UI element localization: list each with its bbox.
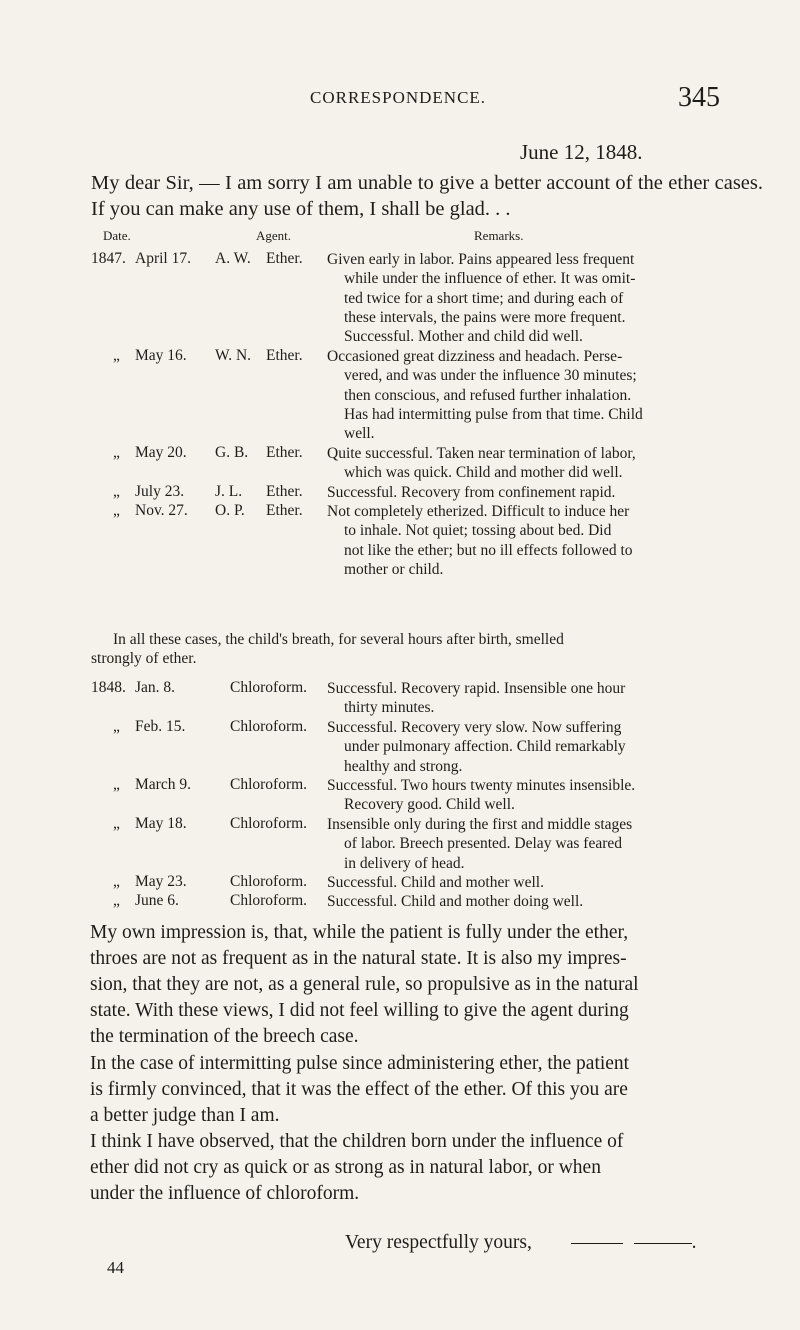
case-date: July 23. xyxy=(135,483,185,500)
page-number: 345 xyxy=(678,82,720,113)
case-year: „ xyxy=(113,483,120,500)
case-remarks xyxy=(327,679,767,718)
case-initials: A. W. xyxy=(215,250,251,267)
case-remarks xyxy=(327,776,767,815)
col-header-agent: Agent. xyxy=(256,228,292,243)
case-date: Feb. 15. xyxy=(135,718,186,735)
case-remarks xyxy=(327,483,767,502)
remarks-line: then conscious, and refused further inhalation. xyxy=(344,386,632,404)
closing-text: Very respectfully yours, xyxy=(345,1232,532,1253)
case-year: 1847. xyxy=(91,250,126,267)
remarks-line: in delivery of head. xyxy=(344,854,465,872)
case-date: May 23. xyxy=(135,873,187,890)
remarks-line: vered, and was under the influence 30 minutes; xyxy=(344,367,637,385)
case-remarks xyxy=(327,250,767,346)
case-agent: Chloroform. xyxy=(230,776,308,793)
case-date: April 17. xyxy=(135,250,191,267)
paragraph-line: state. With these views, I did not feel willing to give the agent during xyxy=(90,1000,629,1021)
remarks-line: not like the ether; but no ill effects followed to xyxy=(344,541,633,559)
case-date: Nov. 27. xyxy=(135,502,188,519)
case-remarks xyxy=(327,347,767,443)
case-agent: Chloroform. xyxy=(230,873,308,890)
case-agent: Chloroform. xyxy=(230,679,308,696)
case-year: „ xyxy=(113,347,120,364)
remarks-line: Successful. Child and mother well. xyxy=(327,874,544,891)
case-initials: O. P. xyxy=(215,502,245,519)
paragraph-line: the termination of the breech case. xyxy=(90,1026,359,1047)
case-remarks xyxy=(327,873,767,892)
signature-dash xyxy=(571,1243,623,1244)
paragraph-line: a better judge than I am. xyxy=(90,1105,280,1126)
case-remarks xyxy=(327,502,767,579)
footer-signature-mark: 44 xyxy=(107,1258,124,1277)
case-agent: Ether. xyxy=(266,347,303,364)
case-year: „ xyxy=(113,718,120,735)
case-remarks xyxy=(327,892,767,911)
remarks-line: while under the influence of ether. It was omit- xyxy=(344,270,636,288)
remarks-line: ted twice for a short time; and during each of xyxy=(344,289,624,307)
paragraph-line: I think I have observed, that the children born under the influence of xyxy=(90,1131,624,1152)
col-header-date: Date. xyxy=(103,228,131,243)
case-date: March 9. xyxy=(135,776,191,793)
case-date: May 20. xyxy=(135,444,187,461)
case-year: „ xyxy=(113,892,120,909)
case-remarks xyxy=(327,444,767,483)
remarks-line: Has had intermitting pulse from that time. Child xyxy=(344,405,643,423)
paragraph-line: ether did not cry as quick or as strong as in natural labor, or when xyxy=(90,1157,601,1178)
remarks-line: Successful. Child and mother doing well. xyxy=(327,893,584,910)
case-date: May 18. xyxy=(135,815,187,832)
remarks-line: which was quick. Child and mother did well. xyxy=(344,464,623,482)
remarks-line: these intervals, the pains were more frequent. xyxy=(344,308,626,326)
case-initials: W. N. xyxy=(215,347,252,364)
remarks-line: Successful. Recovery from confinement rapid. xyxy=(327,484,616,501)
remarks-line: Not completely etherized. Difficult to induce her xyxy=(327,503,630,520)
remarks-line: Given early in labor. Pains appeared less frequent xyxy=(327,251,635,268)
case-year: „ xyxy=(113,776,120,793)
letter-date: June 12, 1848. xyxy=(520,140,643,164)
case-remarks xyxy=(327,815,767,873)
remarks-line: Insensible only during the first and middle stages xyxy=(327,816,633,833)
paragraph-line: My own impression is, that, while the patient is fully under the ether, xyxy=(90,922,629,943)
remarks-line: of labor. Breech presented. Delay was feared xyxy=(344,835,623,853)
remarks-line: under pulmonary affection. Child remarkably xyxy=(344,738,626,756)
remarks-line: Quite successful. Taken near termination of labor, xyxy=(327,445,636,462)
remarks-line: Occasioned great dizziness and headach. Perse- xyxy=(327,348,623,365)
case-agent: Chloroform. xyxy=(230,718,308,735)
case-year: „ xyxy=(113,873,120,890)
remarks-line: healthy and strong. xyxy=(344,757,463,775)
running-title: CORRESPONDENCE. xyxy=(310,88,487,107)
paragraph-line: sion, that they are not, as a general rule, so propulsive as in the natural xyxy=(90,974,639,995)
remarks-line: Successful. Mother and child did well. xyxy=(344,328,583,346)
remarks-line: well. xyxy=(344,425,375,443)
case-agent: Ether. xyxy=(266,502,303,519)
ether-note xyxy=(91,630,767,669)
case-year: 1848. xyxy=(91,679,126,696)
case-agent: Chloroform. xyxy=(230,815,308,832)
note-line: In all these cases, the child's breath, for several hours after birth, smelled xyxy=(113,631,564,648)
case-remarks xyxy=(327,718,767,776)
case-year: „ xyxy=(113,815,120,832)
case-agent: Chloroform. xyxy=(230,892,308,909)
paragraph-line: throes are not as frequent as in the natural state. It is also my impres- xyxy=(90,948,627,969)
case-agent: Ether. xyxy=(266,250,303,267)
paragraph-line: In the case of intermitting pulse since administering ether, the patient xyxy=(90,1053,630,1074)
paragraph-line: is firmly convinced, that it was the effect of the ether. Of this you are xyxy=(90,1079,628,1100)
remarks-line: Successful. Recovery rapid. Insensible one hour xyxy=(327,680,626,697)
case-agent: Ether. xyxy=(266,444,303,461)
remarks-line: Successful. Recovery very slow. Now suffering xyxy=(327,719,622,736)
case-year: „ xyxy=(113,444,120,461)
remarks-line: to inhale. Not quiet; tossing about bed. Did xyxy=(344,522,612,540)
note-line: strongly of ether. xyxy=(91,650,197,668)
remarks-line: Recovery good. Child well. xyxy=(344,796,515,814)
case-initials: G. B. xyxy=(215,444,249,461)
signature-dash xyxy=(634,1243,692,1244)
case-year: „ xyxy=(113,502,120,519)
remarks-line: Successful. Two hours twenty minutes insensible. xyxy=(327,777,636,794)
case-date: June 6. xyxy=(135,892,179,909)
paragraph-line: under the influence of chloroform. xyxy=(90,1183,360,1204)
case-date: May 16. xyxy=(135,347,187,364)
remarks-line: mother or child. xyxy=(344,560,444,578)
case-agent: Ether. xyxy=(266,483,303,500)
col-header-remarks: Remarks. xyxy=(474,228,524,243)
salutation: My dear Sir, — I am sorry I am unable to give a better account of the ether cases. If you can make any use of them, I shall be glad. . . xyxy=(91,172,763,220)
case-initials: J. L. xyxy=(215,483,243,500)
paragraph xyxy=(90,1051,766,1129)
closing: Very respectfully yours, . xyxy=(345,1232,697,1253)
paragraph xyxy=(90,1129,766,1207)
paragraph xyxy=(90,920,766,1050)
remarks-line: thirty minutes. xyxy=(344,699,435,717)
case-date: Jan. 8. xyxy=(135,679,176,696)
